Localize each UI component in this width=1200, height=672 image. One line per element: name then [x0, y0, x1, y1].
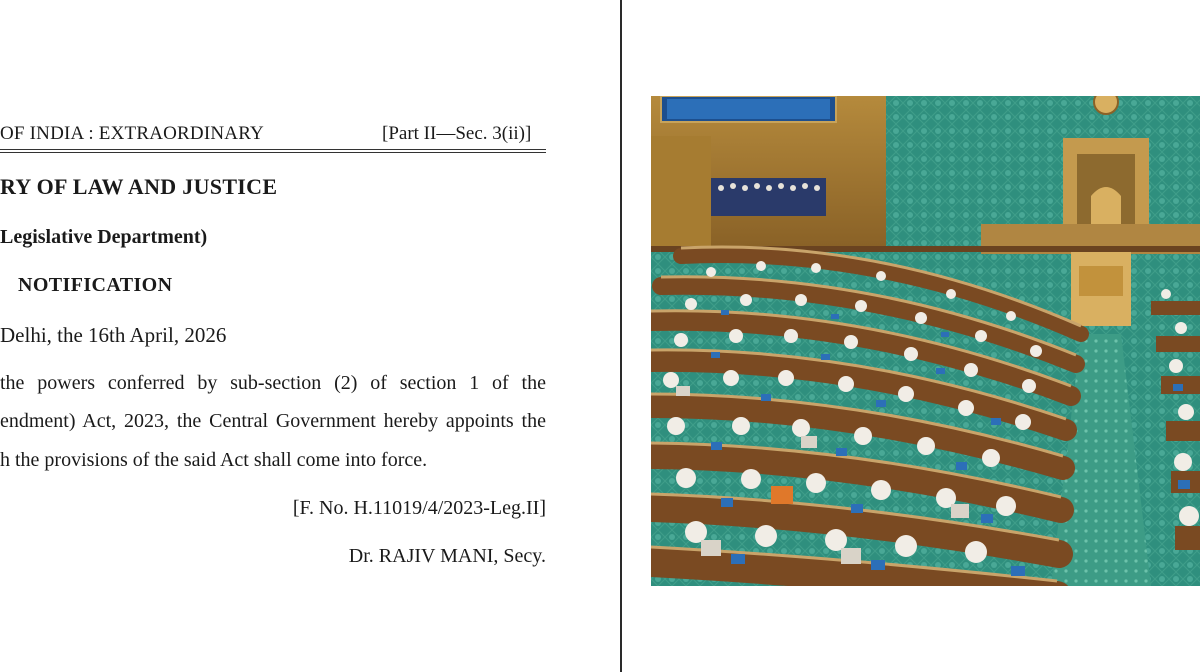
- department-title: Legislative Department): [0, 226, 208, 248]
- body-line: endment) Act, 2023, the Central Government hereby appoints the: [0, 410, 546, 432]
- ministry-title: RY OF LAW AND JUSTICE: [0, 174, 278, 199]
- body-line: h the provisions of the said Act shall come into force.: [0, 449, 428, 471]
- date-line: Delhi, the 16th April, 2026: [0, 323, 227, 347]
- gazette-header-title: OF INDIA : EXTRAORDINARY: [0, 123, 264, 144]
- photo-panel: [622, 0, 1200, 672]
- header-rule: [0, 149, 546, 150]
- body-line: the powers conferred by sub-section (2) of section 1 of the: [0, 372, 546, 394]
- header-rule: [0, 152, 546, 153]
- gazette-header-part: [Part II—Sec. 3(ii)]: [382, 123, 532, 144]
- signatory: Dr. RAJIV MANI, Secy.: [348, 545, 546, 567]
- file-number: [F. No. H.11019/4/2023-Leg.II]: [292, 497, 546, 519]
- notification-heading: NOTIFICATION: [18, 274, 173, 296]
- parliament-photo: [651, 96, 1200, 586]
